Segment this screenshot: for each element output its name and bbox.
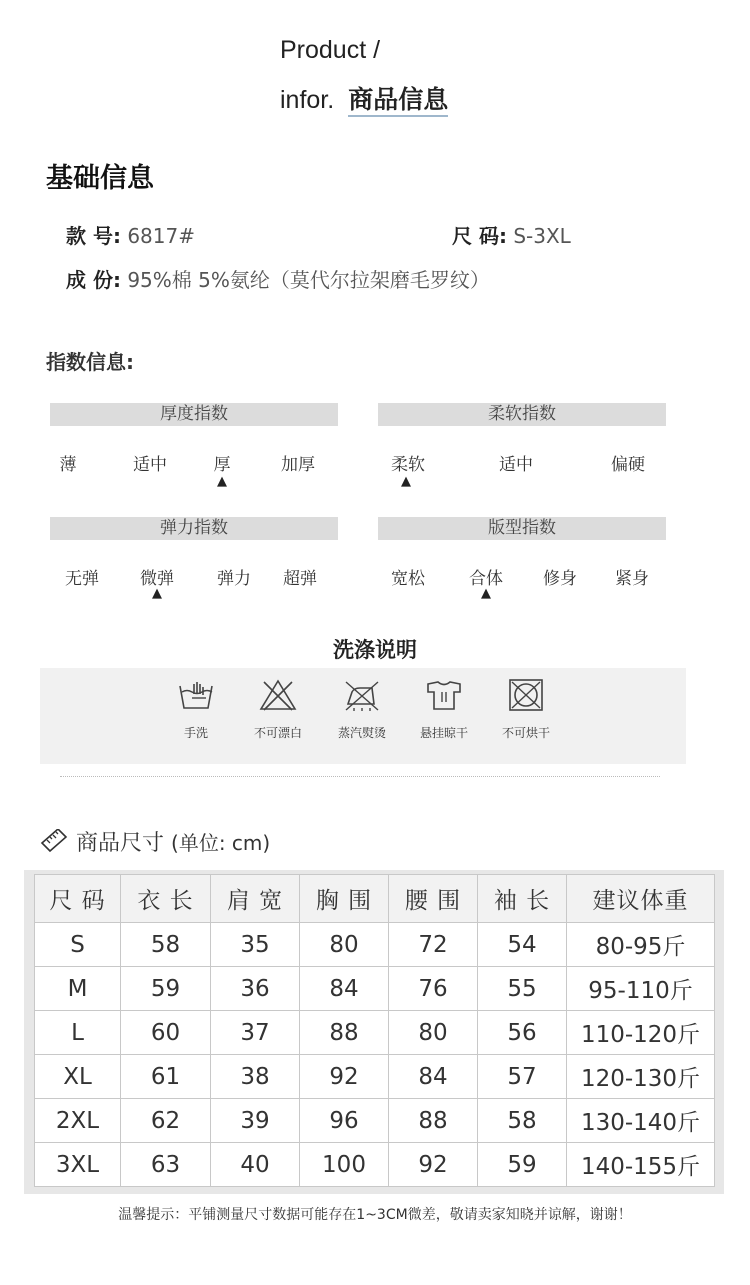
elasticity-index-bar: 弹力指数 [50,517,338,540]
basic-info-title: 基础信息 [46,163,154,194]
table-cell: L [35,1011,121,1055]
table-row [35,1099,715,1143]
table-cell: 61 [121,1055,211,1099]
size-table [34,874,715,1187]
col-header-size: 尺 码 [35,875,121,923]
table-cell: 76 [389,967,478,1011]
wash-label-hang-dry: 悬挂晾干 [419,726,468,740]
wash-item-no-bleach [238,678,318,741]
hang-dry-icon [424,678,464,712]
table-cell: 3XL [35,1143,121,1187]
table-cell: 72 [389,923,478,967]
fit-option-regular: 合体 [469,569,503,589]
thickness-option-extra-thick: 加厚 [281,455,315,475]
table-cell: 130-140斤 [567,1099,715,1143]
softness-option-soft: 柔软 [391,455,425,475]
table-cell: 55 [478,967,567,1011]
table-cell: 39 [211,1099,300,1143]
table-cell: 58 [478,1099,567,1143]
table-cell: 57 [478,1055,567,1099]
fit-option-tight: 紧身 [615,569,649,589]
hand-wash-icon [176,678,216,712]
table-cell: 59 [121,967,211,1011]
table-row [35,967,715,1011]
table-row [35,1011,715,1055]
thickness-option-thick: 厚 [213,455,231,475]
material-row [66,264,490,293]
table-cell: 59 [478,1143,567,1187]
thickness-option-medium: 适中 [133,455,167,475]
material-value: 95%棉 5%氨纶（莫代尔拉架磨毛罗纹） [127,268,490,292]
table-cell: 95-110斤 [567,967,715,1011]
table-cell: 92 [389,1143,478,1187]
wash-label-hand-wash: 手洗 [183,726,208,740]
size-chart-title [40,826,270,859]
col-header-shoulder: 肩 宽 [211,875,300,923]
style-number-value: 6817# [127,224,195,248]
wash-item-no-tumble-dry [486,678,566,741]
col-header-chest: 胸 围 [300,875,389,923]
size-tip: 温馨提示：平铺测量尺寸数据可能存在1~3CM微差，敬请卖家知晓并谅解，谢谢！ [118,1207,632,1223]
table-cell: M [35,967,121,1011]
table-cell: 80 [300,923,389,967]
wash-label-no-tumble-dry: 不可烘干 [501,726,550,740]
table-cell: 2XL [35,1099,121,1143]
table-cell: 96 [300,1099,389,1143]
table-row [35,1055,715,1099]
fit-option-loose: 宽松 [391,569,425,589]
fit-option-slim: 修身 [543,569,577,589]
divider [60,776,660,777]
elasticity-option-super: 超弹 [283,569,317,589]
table-cell: 36 [211,967,300,1011]
wash-panel [40,668,686,764]
size-chart-unit: (单位: cm) [171,831,271,855]
table-cell: 38 [211,1055,300,1099]
table-cell: 58 [121,923,211,967]
page-title: 商品信息 [348,85,448,117]
size-chart-label: 商品尺寸 [76,831,165,856]
table-cell: 100 [300,1143,389,1187]
softness-option-hard: 偏硬 [611,455,645,475]
table-cell: 120-130斤 [567,1055,715,1099]
wash-label-no-bleach: 不可漂白 [253,726,302,740]
style-number-label: 款 号: [66,224,121,248]
size-range-value: S-3XL [513,224,571,248]
table-cell: 88 [300,1011,389,1055]
wash-label-steam-iron: 蒸汽熨烫 [337,726,386,740]
index-info-title: 指数信息: [46,350,134,374]
table-cell: 63 [121,1143,211,1187]
elasticity-selected-marker-icon: ▲ [152,586,162,601]
steam-iron-icon [342,678,382,712]
col-header-sleeve: 袖 长 [478,875,567,923]
table-cell: 92 [300,1055,389,1099]
table-cell: 35 [211,923,300,967]
softness-index-bar: 柔软指数 [378,403,666,426]
table-cell: 80-95斤 [567,923,715,967]
wash-item-hand-wash [156,678,236,741]
elasticity-option-elastic: 弹力 [217,569,251,589]
header-info [280,80,448,116]
header-infor: infor. [280,86,335,114]
table-cell: 40 [211,1143,300,1187]
elasticity-option-none: 无弹 [65,569,99,589]
table-cell: 88 [389,1099,478,1143]
table-header-row [35,875,715,923]
table-row [35,923,715,967]
wash-item-hang-dry [404,678,484,741]
table-cell: XL [35,1055,121,1099]
table-cell: 140-155斤 [567,1143,715,1187]
col-header-waist: 腰 围 [389,875,478,923]
table-cell: 56 [478,1011,567,1055]
size-range-label: 尺 码: [452,224,507,248]
wash-item-steam-iron [322,678,402,741]
table-cell: S [35,923,121,967]
no-bleach-icon [258,678,298,712]
fit-index-bar: 版型指数 [378,517,666,540]
table-cell: 84 [389,1055,478,1099]
wash-title: 洗涤说明 [333,638,417,662]
size-range-row [452,220,571,249]
ruler-icon [40,829,68,859]
style-number-row [66,220,195,249]
thickness-option-thin: 薄 [59,455,77,475]
elasticity-option-slight: 微弹 [140,569,174,589]
softness-option-medium: 适中 [499,455,533,475]
table-cell: 54 [478,923,567,967]
col-header-length: 衣 长 [121,875,211,923]
col-header-weight: 建议体重 [567,875,715,923]
thickness-index-bar: 厚度指数 [50,403,338,426]
table-cell: 62 [121,1099,211,1143]
softness-selected-marker-icon: ▲ [401,474,411,489]
no-tumble-dry-icon [506,678,546,712]
fit-selected-marker-icon: ▲ [481,586,491,601]
table-row [35,1143,715,1187]
table-cell: 110-120斤 [567,1011,715,1055]
thickness-selected-marker-icon: ▲ [217,474,227,489]
table-cell: 80 [389,1011,478,1055]
table-cell: 84 [300,967,389,1011]
header-product: Product / [280,36,381,64]
table-cell: 37 [211,1011,300,1055]
material-label: 成 份: [66,268,121,292]
table-cell: 60 [121,1011,211,1055]
